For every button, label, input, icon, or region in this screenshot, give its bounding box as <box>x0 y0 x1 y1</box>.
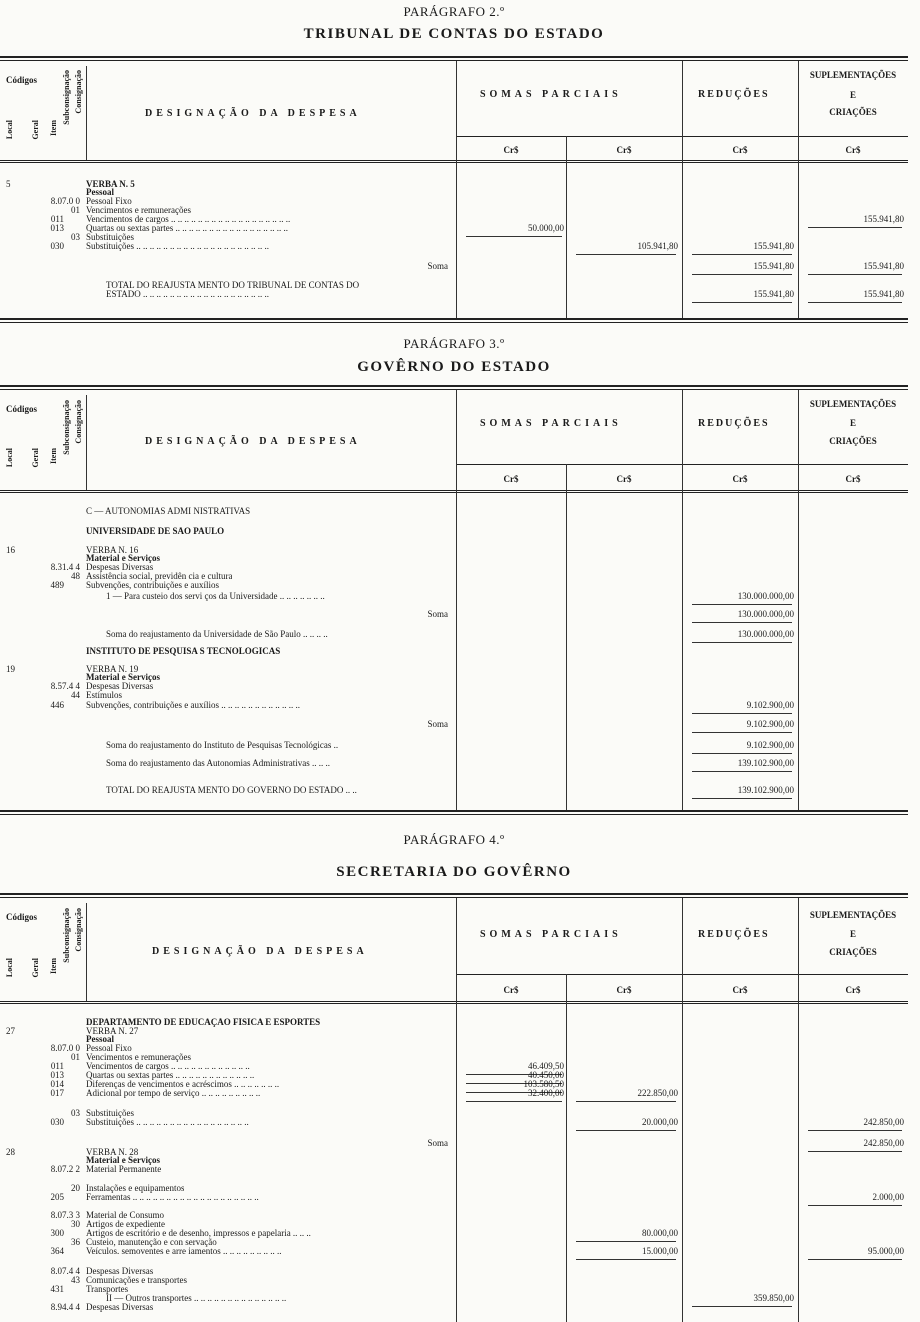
underline <box>808 274 902 275</box>
currency-label: Cr$ <box>616 985 632 995</box>
rule <box>0 814 908 815</box>
code-cell: 205 <box>50 1192 64 1202</box>
description-cell: Despesas Diversas <box>86 563 154 572</box>
underline <box>466 1101 562 1102</box>
sup-header-e: E <box>849 90 856 100</box>
description-cell: Assistência social, previdên cia e cultura <box>86 572 233 581</box>
codigos-label: Códigos <box>6 912 38 922</box>
description-cell: Pessoal Fixo <box>86 1044 132 1053</box>
somas-header: SOMAS PARCIAIS <box>480 929 622 940</box>
reducao-value: 155.941,80 <box>753 241 794 251</box>
paragraph-title: PARÁGRAFO 3.º <box>403 336 505 351</box>
description-cell: UNIVERSIDADE DE SÃO PAULO <box>86 527 225 536</box>
description-cell: Vencimentos e remunerações <box>86 1053 191 1062</box>
suplementacao-value: 242.850,00 <box>863 1138 904 1148</box>
code-cell: 8.94.4 4 <box>50 1302 80 1312</box>
rule <box>0 490 908 491</box>
code-cell: 011 <box>50 1061 64 1071</box>
reducao-value: 130.000.000,00 <box>737 629 794 639</box>
sup-header-e: E <box>849 929 856 939</box>
description-cell: 1 — Para custeio dos servi ços da Universidade .. .. .. .. .. .. .. <box>106 592 325 601</box>
underline <box>692 1306 792 1307</box>
description-cell: Pessoal <box>86 188 114 197</box>
underline <box>808 302 902 303</box>
description-cell: Transportes <box>86 1285 129 1294</box>
description-cell: Comunicações e transportes <box>86 1276 187 1285</box>
code-cell: 03 <box>71 1108 80 1118</box>
code-cell: 30 <box>71 1219 80 1229</box>
consig-label: Consignação <box>74 70 83 114</box>
description-cell: TOTAL DO REAJUSTA MENTO DO TRIBUNAL DE CONTAS DO <box>106 281 360 290</box>
underline <box>808 1205 902 1206</box>
rule <box>0 60 908 61</box>
description-cell: Soma <box>427 610 448 619</box>
description-cell: Quartas ou sextas partes .. .. .. .. .. .. .. .. .. .. .. .. <box>86 1071 255 1080</box>
col-line <box>566 464 567 810</box>
sup-header: SUPLEMENTAÇÕES <box>809 399 897 409</box>
description-cell: Soma do reajustamento do Instituto de Pesquisas Tecnológicas .. <box>106 741 339 750</box>
rule <box>0 897 908 898</box>
reducoes-header: REDUÇÕES <box>698 418 770 429</box>
soma-parcial-value: 32.400,00 <box>528 1088 564 1098</box>
reducao-value: 9.102.900,00 <box>746 740 794 750</box>
code-cell: 8.07.0 0 <box>50 1043 80 1053</box>
soma-parcial-value: 46.409,50 <box>528 1061 564 1071</box>
sup-header-criacoes: CRIAÇÕES <box>829 436 877 446</box>
code-cell: 5 <box>6 179 11 189</box>
paragraph-title: PARÁGRAFO 2.º <box>403 4 505 19</box>
code-cell: 8.07.4 4 <box>50 1266 80 1276</box>
underline <box>692 771 792 772</box>
rule <box>0 322 908 323</box>
code-cell: 20 <box>71 1183 80 1193</box>
rule <box>0 492 908 493</box>
code-cell: 44 <box>71 690 80 700</box>
col-line <box>456 898 457 1322</box>
rule <box>0 1003 908 1004</box>
consig-label: Consignação <box>74 908 83 952</box>
description-cell: Quartas ou sextas partes .. .. .. .. .. .. .. .. .. .. .. .. .. .. .. .. .. <box>86 224 288 233</box>
description-cell: VERBA N. 27 <box>86 1027 139 1036</box>
col-line <box>566 974 567 1322</box>
rule <box>0 389 908 390</box>
code-cell: 03 <box>71 232 80 242</box>
col-line <box>798 898 799 1322</box>
rule <box>0 893 908 895</box>
col-line <box>798 61 799 318</box>
reducao-value: 155.941,80 <box>753 289 794 299</box>
codigos-label: Códigos <box>6 75 38 85</box>
currency-label: Cr$ <box>503 145 519 155</box>
description-cell: Instalações e equipamentos <box>86 1184 185 1193</box>
code-cell: 446 <box>50 700 64 710</box>
description-cell: Soma <box>427 262 448 271</box>
description-cell: Substituições <box>86 1109 135 1118</box>
somas-header: SOMAS PARCIAIS <box>480 89 622 100</box>
suplementacao-value: 155.941,80 <box>863 214 904 224</box>
code-cell: 431 <box>50 1284 64 1294</box>
code-cell: 013 <box>50 223 64 233</box>
description-cell: VERBA N. 5 <box>86 180 135 189</box>
rule <box>0 56 908 58</box>
underline <box>692 798 792 799</box>
underline <box>808 1151 902 1152</box>
code-cell: 19 <box>6 664 15 674</box>
description-cell: Pessoal Fixo <box>86 197 132 206</box>
code-cell: 8.07.3 3 <box>50 1210 80 1220</box>
description-cell: Subvenções, contribuições e auxílios <box>86 581 219 590</box>
description-cell: Artigos de escritório e de desenho, impressos e papelaria .. .. .. <box>86 1229 311 1238</box>
code-cell: 364 <box>50 1246 64 1256</box>
reducao-value: 155.941,80 <box>753 261 794 271</box>
code-cell: 36 <box>71 1237 80 1247</box>
currency-label: Cr$ <box>845 145 861 155</box>
description-cell: Vencimentos e remunerações <box>86 206 191 215</box>
currency-label: Cr$ <box>616 145 632 155</box>
geral-label: Geral <box>31 120 40 140</box>
underline <box>692 642 792 643</box>
code-cell: 489 <box>50 580 64 590</box>
local-label: Local <box>5 120 14 140</box>
description-cell: Despesas Diversas <box>86 682 154 691</box>
code-cell: 01 <box>71 205 80 215</box>
consig-label: Consignação <box>74 400 83 444</box>
soma-parcial-value: 80.000,00 <box>642 1228 678 1238</box>
suplementacao-value: 2.000,00 <box>872 1192 904 1202</box>
description-cell: Material de Consumo <box>86 1211 164 1220</box>
code-cell: 16 <box>6 545 15 555</box>
currency-label: Cr$ <box>732 985 748 995</box>
reducao-value: 9.102.900,00 <box>746 719 794 729</box>
description-cell: ESTADO .. .. .. .. .. .. .. .. .. .. .. .. .. .. .. .. .. .. .. <box>106 290 270 299</box>
reducoes-header: REDUÇÕES <box>698 89 770 100</box>
description-cell: Substituições <box>86 233 135 242</box>
description-cell: DEPARTAMENTO DE EDUCAÇÃO FÍSICA E ESPORTES <box>86 1018 321 1027</box>
rule <box>0 1001 908 1002</box>
currency-label: Cr$ <box>503 474 519 484</box>
code-cell: 300 <box>50 1228 64 1238</box>
reducao-value: 9.102.900,00 <box>746 700 794 710</box>
description-cell: Vencimentos de cargos .. .. .. .. .. .. .. .. .. .. .. .. .. .. .. .. .. .. <box>86 215 291 224</box>
description-cell: Material e Serviços <box>86 554 160 563</box>
currency-label: Cr$ <box>845 985 861 995</box>
code-cell: 8.07.2 2 <box>50 1164 80 1174</box>
code-cell: 030 <box>50 1117 64 1127</box>
description-cell: C — AUTONOMIAS ADMI NISTRATIVAS <box>86 507 251 516</box>
underline <box>692 732 792 733</box>
reducao-value: 130.000.000,00 <box>737 609 794 619</box>
suplementacao-value: 155.941,80 <box>863 289 904 299</box>
designacao-header: DESIGNAÇÃO DA DESPESA <box>145 108 361 119</box>
description-cell: Subvenções, contribuições e auxílios .. .. .. .. .. .. .. .. .. .. .. .. <box>86 701 300 710</box>
item-label: Item <box>49 958 58 974</box>
description-cell: Despesas Diversas <box>86 1303 154 1312</box>
description-cell: Substituições .. .. .. .. .. .. .. .. .. .. .. .. .. .. .. .. .. .. .. .. <box>86 242 270 251</box>
suplementacao-value: 242.850,00 <box>863 1117 904 1127</box>
local-label: Local <box>5 958 14 978</box>
description-cell: VERBA N. 28 <box>86 1148 139 1157</box>
description-cell: II — Outros transportes .. .. .. .. .. .. .. .. .. .. .. .. .. .. <box>106 1294 287 1303</box>
col-line <box>566 136 567 318</box>
currency-label: Cr$ <box>845 474 861 484</box>
col-line <box>86 395 87 490</box>
col-line <box>86 903 87 1001</box>
soma-parcial-value: 105.941,80 <box>637 241 678 251</box>
rule <box>0 810 908 812</box>
reducao-value: 130.000.000,00 <box>737 591 794 601</box>
item-label: Item <box>49 120 58 136</box>
description-cell: VERBA N. 19 <box>86 665 139 674</box>
suplementacao-value: 95.000,00 <box>868 1246 904 1256</box>
soma-parcial-value: 50.000,00 <box>528 223 564 233</box>
underline <box>808 1259 902 1260</box>
description-cell: Diferenças de vencimentos e acréscimos .. .. .. .. .. .. .. <box>86 1080 280 1089</box>
currency-label: Cr$ <box>503 985 519 995</box>
code-cell: 43 <box>71 1275 80 1285</box>
description-cell: Material e Serviços <box>86 1156 160 1165</box>
description-cell: Soma <box>427 1139 448 1148</box>
description-cell: TOTAL DO REAJUSTA MENTO DO GOVÊRNO DO ESTADO .. .. <box>106 786 357 795</box>
code-cell: 013 <box>50 1070 64 1080</box>
sup-header-criacoes: CRIAÇÕES <box>829 947 877 957</box>
geral-label: Geral <box>31 448 40 468</box>
soma-parcial-value: 40.450,00 <box>528 1070 564 1080</box>
code-cell: 017 <box>50 1088 64 1098</box>
code-cell: 27 <box>6 1026 15 1036</box>
description-cell: Material Permanente <box>86 1165 162 1174</box>
col-line <box>456 61 457 318</box>
paragraph-title: PARÁGRAFO 4.º <box>403 832 505 847</box>
underline <box>692 274 792 275</box>
code-cell: 8.07.0 0 <box>50 196 80 206</box>
underline <box>808 227 902 228</box>
code-cell: 28 <box>6 1147 15 1157</box>
underline <box>576 1130 676 1131</box>
description-cell: Soma <box>427 720 448 729</box>
col-line <box>682 898 683 1322</box>
description-cell: Material e Serviços <box>86 673 160 682</box>
underline <box>692 302 792 303</box>
description-cell: Adicional por tempo de serviço .. .. .. .. .. .. .. .. .. <box>86 1089 261 1098</box>
code-cell: 014 <box>50 1079 64 1089</box>
designacao-header: DESIGNAÇÃO DA DESPESA <box>152 946 368 957</box>
description-cell: VERBA N. 16 <box>86 546 139 555</box>
description-cell: Soma do reajustamento das Autonomias Administrativas .. .. .. <box>106 759 330 768</box>
description-cell: Soma do reajustamento da Universidade de São Paulo .. .. .. .. <box>106 630 328 639</box>
reducao-value: 139.102.900,00 <box>737 785 794 795</box>
somas-header: SOMAS PARCIAIS <box>480 418 622 429</box>
organ-title: SECRETARIA DO GOVÊRNO <box>336 864 572 880</box>
rule <box>0 318 908 320</box>
sup-header: SUPLEMENTAÇÕES <box>809 910 897 920</box>
underline <box>692 753 792 754</box>
underline <box>692 254 792 255</box>
organ-title: GOVÊRNO DO ESTADO <box>357 359 551 375</box>
subconsig-label: Subconsignação <box>62 70 71 125</box>
underline <box>692 604 792 605</box>
col-line <box>86 66 87 160</box>
col-line <box>798 390 799 810</box>
underline <box>466 236 562 237</box>
underline <box>576 1101 676 1102</box>
geral-label: Geral <box>31 958 40 978</box>
currency-label: Cr$ <box>732 145 748 155</box>
description-cell: Despesas Diversas <box>86 1267 154 1276</box>
code-cell: 48 <box>71 571 80 581</box>
underline <box>808 1130 902 1131</box>
item-label: Item <box>49 448 58 464</box>
code-cell: 01 <box>71 1052 80 1062</box>
soma-parcial-value: 222.850,00 <box>637 1088 678 1098</box>
codigos-label: Códigos <box>6 404 38 414</box>
rule <box>0 160 908 161</box>
col-line <box>682 390 683 810</box>
sup-header-criacoes: CRIAÇÕES <box>829 107 877 117</box>
soma-parcial-value: 20.000,00 <box>642 1117 678 1127</box>
reducao-value: 139.102.900,00 <box>737 758 794 768</box>
description-cell: Pessoal <box>86 1035 114 1044</box>
code-cell: 8.57.4 4 <box>50 681 80 691</box>
designacao-header: DESIGNAÇÃO DA DESPESA <box>145 436 361 447</box>
organ-title: TRIBUNAL DE CONTAS DO ESTADO <box>303 26 605 42</box>
description-cell: Ferramentas .. .. .. .. .. .. .. .. .. .. .. .. .. .. .. .. .. .. .. <box>86 1193 259 1202</box>
code-cell: 030 <box>50 241 64 251</box>
soma-parcial-value: 103.580,50 <box>523 1079 564 1089</box>
description-cell: Veículos. semoventes e arre iamentos .. .. .. .. .. .. .. .. .. <box>86 1247 282 1256</box>
currency-label: Cr$ <box>616 474 632 484</box>
description-cell: Custeio, manutenção e con servação <box>86 1238 217 1247</box>
suplementacao-value: 155.941,80 <box>863 261 904 271</box>
description-cell: Substituições .. .. .. .. .. .. .. .. .. .. .. .. .. .. .. .. .. <box>86 1118 249 1127</box>
col-line <box>456 390 457 810</box>
description-cell: Estímulos <box>86 691 123 700</box>
underline <box>576 254 676 255</box>
subconsig-label: Subconsignação <box>62 908 71 963</box>
col-line <box>682 61 683 318</box>
subconsig-label: Subconsignação <box>62 400 71 455</box>
description-cell: Vencimentos de cargos .. .. .. .. .. .. .. .. .. .. .. .. <box>86 1062 250 1071</box>
underline <box>576 1241 676 1242</box>
currency-label: Cr$ <box>732 474 748 484</box>
description-cell: Artigos de expediente <box>86 1220 165 1229</box>
sup-header-e: E <box>849 418 856 428</box>
underline <box>576 1259 676 1260</box>
underline <box>692 713 792 714</box>
underline <box>692 622 792 623</box>
reducao-value: 359.850,00 <box>753 1293 794 1303</box>
reducoes-header: REDUÇÕES <box>698 929 770 940</box>
local-label: Local <box>5 448 14 468</box>
rule <box>0 385 908 387</box>
code-cell: 011 <box>50 214 64 224</box>
soma-parcial-value: 15.000,00 <box>642 1246 678 1256</box>
code-cell: 8.31.4 4 <box>50 562 80 572</box>
rule <box>0 162 908 163</box>
sup-header: SUPLEMENTAÇÕES <box>809 70 897 80</box>
description-cell: INSTITUTO DE PESQUISA S TECNOLÓGICAS <box>86 647 281 656</box>
